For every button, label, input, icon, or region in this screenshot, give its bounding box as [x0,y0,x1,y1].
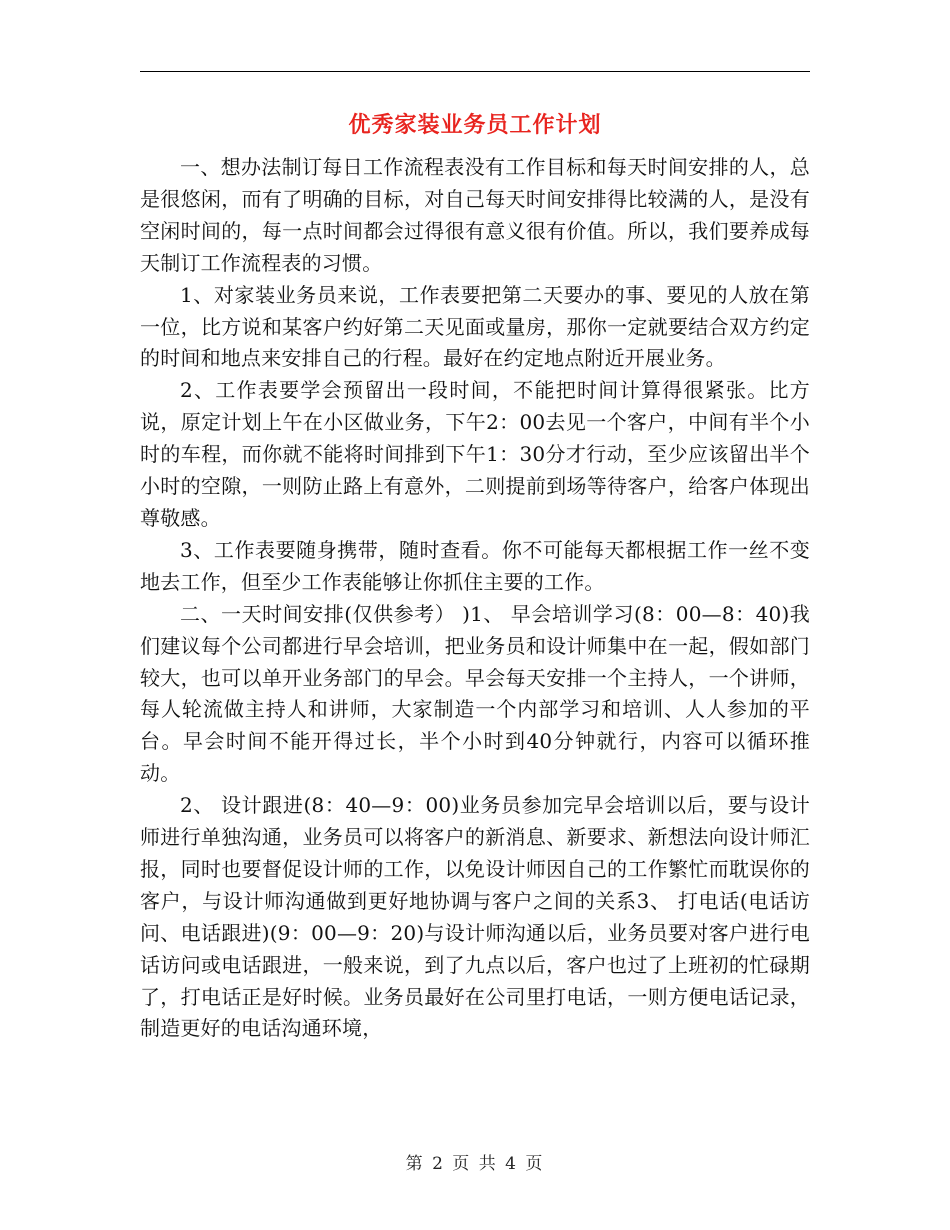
header-rule [140,71,810,72]
paragraph-item-1: 1、对家装业务员来说，工作表要把第二天要办的事、要见的人放在第一位，比方说和某客户约好第二天见面或量房，那你一定就要结合双方约定的时间和地点来安排自己的行程。最好在约定地点附近开展业务。 [140,282,810,371]
paragraph-item-2: 2、工作表要学会预留出一段时间，不能把时间计算得很紧张。比方说，原定计划上午在小区做业务，下午2：00去见一个客户，中间有半个小时的车程，而你就不能将时间排到下午1：30分才行动，至少应该留出半个小时的空隙，一则防止路上有意外，二则提前到场等待客户，给客户体现出尊敬感。 [140,378,810,530]
paragraph-design-followup: 2、 设计跟进(8：40—9：00)业务员参加完早会培训以后，要与设计师进行单独沟通，业务员可以将客户的新消息、新要求、新想法向设计师汇报，同时也要督促设计师的工作，以免设计师因自己的工作繁忙而耽误你的客户，与设计师沟通做到更好地协调与客户之间的关系3、 打电话(电话访问、电话跟进)(9：00—9：20)与设计师沟通以后，业务员要对客户进行电话访问或电话跟进，一般来说，到了九点以后，客户也过了上班初的忙碌期了，打电话正是好时候。业务员最好在公司里打电话，一则方便电话记录，制造更好的电话沟通环境， [140,793,810,1041]
paragraph-daily-plan: 一、想办法制订每日工作流程表没有工作目标和每天时间安排的人，总是很悠闲，而有了明确的目标，对自己每天时间安排得比较满的人，是没有空闲时间的，每一点时间都会过得很有意义很有价值。所以，我们要养成每天制订工作流程表的习惯。 [140,155,810,275]
document-title: 优秀家装业务员工作计划 [348,113,602,138]
page-number: 第 2 页 共 4 页 [405,1154,545,1174]
paragraph-schedule: 二、一天时间安排(仅供参考） )1、 早会培训学习(8：00—8：40)我们建议每个公司都进行早会培训，把业务员和设计师集中在一起，假如部门较大，也可以单开业务部门的早会。早会每天安排一个主持人，一个讲师，每人轮流做主持人和讲师，大家制造一个内部学习和培训、人人参加的平台。早会时间不能开得过长，半个小时到40分钟就行，内容可以循环推动。 [140,601,810,786]
paragraph-item-3: 3、工作表要随身携带，随时查看。你不可能每天都根据工作一丝不变地去工作，但至少工作表能够让你抓住主要的工作。 [140,537,810,594]
document-body [140,152,810,1132]
